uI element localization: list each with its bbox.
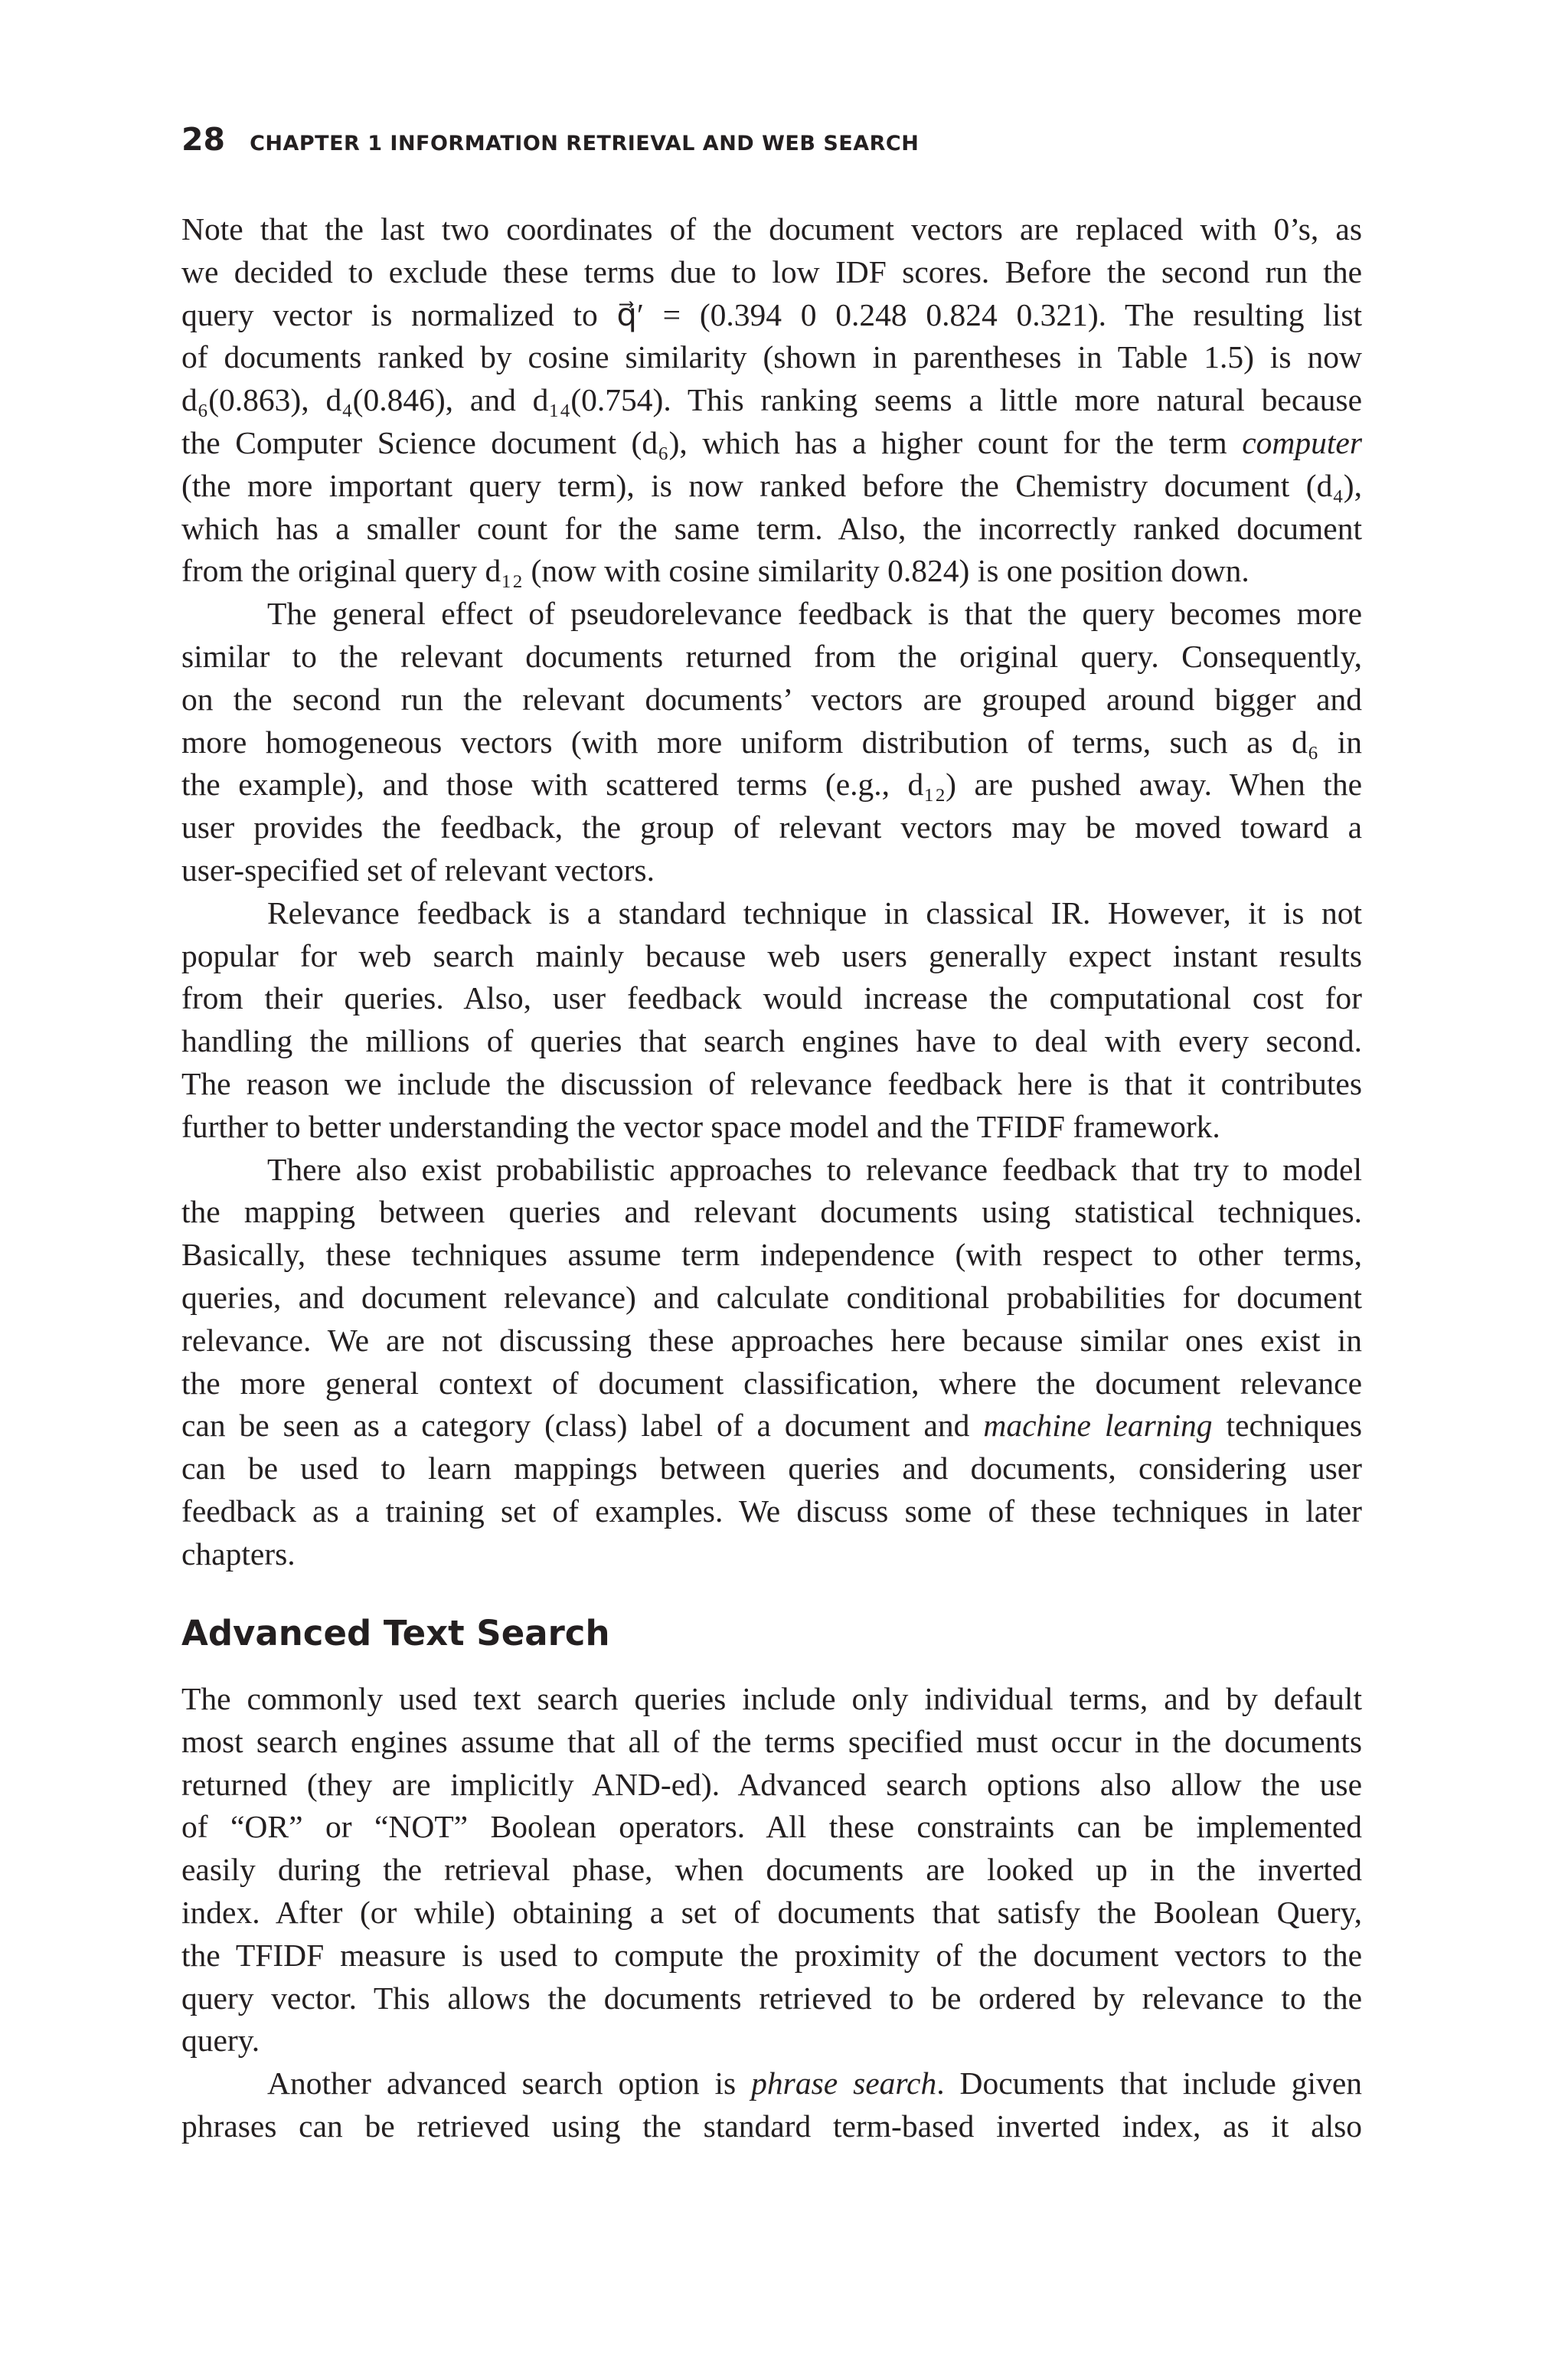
- section-heading: Advanced Text Search: [181, 1613, 610, 1653]
- text-line: queries, and document relevance) and calculate conditional probabilities for document: [181, 1279, 1362, 1315]
- text-line: from their queries. Also, user feedback would increase the computational cost for: [181, 980, 1362, 1016]
- text-line: Basically, these techniques assume term independence (with respect to other terms,: [181, 1237, 1362, 1273]
- text-line: more homogeneous vectors (with more uniform distribution of terms, such as d₆ in: [181, 724, 1362, 760]
- text-line: feedback as a training set of examples. We discuss some of these techniques in later: [181, 1493, 1362, 1529]
- text-line: relevance. We are not discussing these approaches here because similar ones exist in: [181, 1322, 1362, 1358]
- text-line: index. After (or while) obtaining a set of documents that satisfy the Boolean Query,: [181, 1894, 1362, 1930]
- text-line: query vector. This allows the documents retrieved to be ordered by relevance to the: [181, 1980, 1362, 2016]
- text-line: chapters.: [181, 1536, 296, 1572]
- text-line: returned (they are implicitly AND-ed). Advanced search options also allow the use: [181, 1766, 1362, 1802]
- text-line: the TFIDF measure is used to compute the proximity of the document vectors to the: [181, 1937, 1362, 1973]
- text-line: Another advanced search option is phrase search. Documents that include given: [267, 2065, 1362, 2101]
- body-text-block-2: [181, 1678, 1362, 2148]
- text-line: of documents ranked by cosine similarity (shown in parentheses in Table 1.5) is now: [181, 339, 1362, 375]
- text-line: There also exist probabilistic approaches to relevance feedback that try to model: [267, 1151, 1362, 1187]
- text-line: user provides the feedback, the group of relevant vectors may be moved toward a: [181, 810, 1362, 845]
- text-line: we decided to exclude these terms due to low IDF scores. Before the second run the: [181, 253, 1362, 289]
- text-line: user-specified set of relevant vectors.: [181, 852, 655, 888]
- running-head: [181, 121, 1391, 167]
- text-line: phrases can be retrieved using the standard term-based inverted index, as it also: [181, 2108, 1362, 2144]
- text-line: can be seen as a category (class) label of a document and machine learning techniques: [181, 1408, 1362, 1444]
- text-line: the mapping between queries and relevant documents using statistical techniques.: [181, 1194, 1362, 1230]
- text-line: query.: [181, 2023, 260, 2059]
- text-line: The general effect of pseudorelevance feedback is that the query becomes more: [267, 596, 1362, 632]
- text-line: which has a smaller count for the same term. Also, the incorrectly ranked document: [181, 510, 1362, 546]
- text-line: the more general context of document classification, where the document relevance: [181, 1365, 1362, 1401]
- text-line: The commonly used text search queries include only individual terms, and by default: [181, 1681, 1362, 1716]
- text-line: query vector is normalized to q⃗′ = (0.394 0 0.248 0.824 0.321). The resulting list: [181, 296, 1362, 332]
- text-line: Note that the last two coordinates of the document vectors are replaced with 0’s, as: [181, 211, 1362, 247]
- text-line: The reason we include the discussion of relevance feedback here is that it contributes: [181, 1065, 1362, 1101]
- text-line: Relevance feedback is a standard technique in classical IR. However, it is not: [267, 895, 1362, 931]
- text-line: can be used to learn mappings between queries and documents, considering user: [181, 1451, 1362, 1487]
- text-line: further to better understanding the vector space model and the TFIDF framework.: [181, 1108, 1220, 1144]
- text-line: on the second run the relevant documents’ vectors are grouped around bigger and: [181, 681, 1362, 717]
- text-line: popular for web search mainly because web users generally expect instant results: [181, 937, 1362, 973]
- text-line: the example), and those with scattered terms (e.g., d₁₂) are pushed away. When the: [181, 767, 1362, 803]
- chapter-title: CHAPTER 1 INFORMATION RETRIEVAL AND WEB SEARCH: [250, 132, 920, 155]
- text-line: from the original query d₁₂ (now with cosine similarity 0.824) is one position down.: [181, 553, 1250, 589]
- text-line: (the more important query term), is now ranked before the Chemistry document (d₄),: [181, 467, 1362, 503]
- text-line: the Computer Science document (d₆), which has a higher count for the term computer: [181, 424, 1362, 460]
- text-line: of “OR” or “NOT” Boolean operators. All these constraints can be implemented: [181, 1809, 1362, 1845]
- body-text-block-1: [181, 208, 1362, 1576]
- page-number: 28: [181, 121, 226, 158]
- text-line: most search engines assume that all of the terms specified must occur in the documents: [181, 1723, 1362, 1759]
- text-line: handling the millions of queries that search engines have to deal with every second.: [181, 1023, 1362, 1059]
- text-line: easily during the retrieval phase, when documents are looked up in the inverted: [181, 1852, 1362, 1888]
- text-line: d₆(0.863), d₄(0.846), and d₁₄(0.754). This ranking seems a little more natural because: [181, 382, 1362, 418]
- text-line: similar to the relevant documents returned from the original query. Consequently,: [181, 638, 1362, 674]
